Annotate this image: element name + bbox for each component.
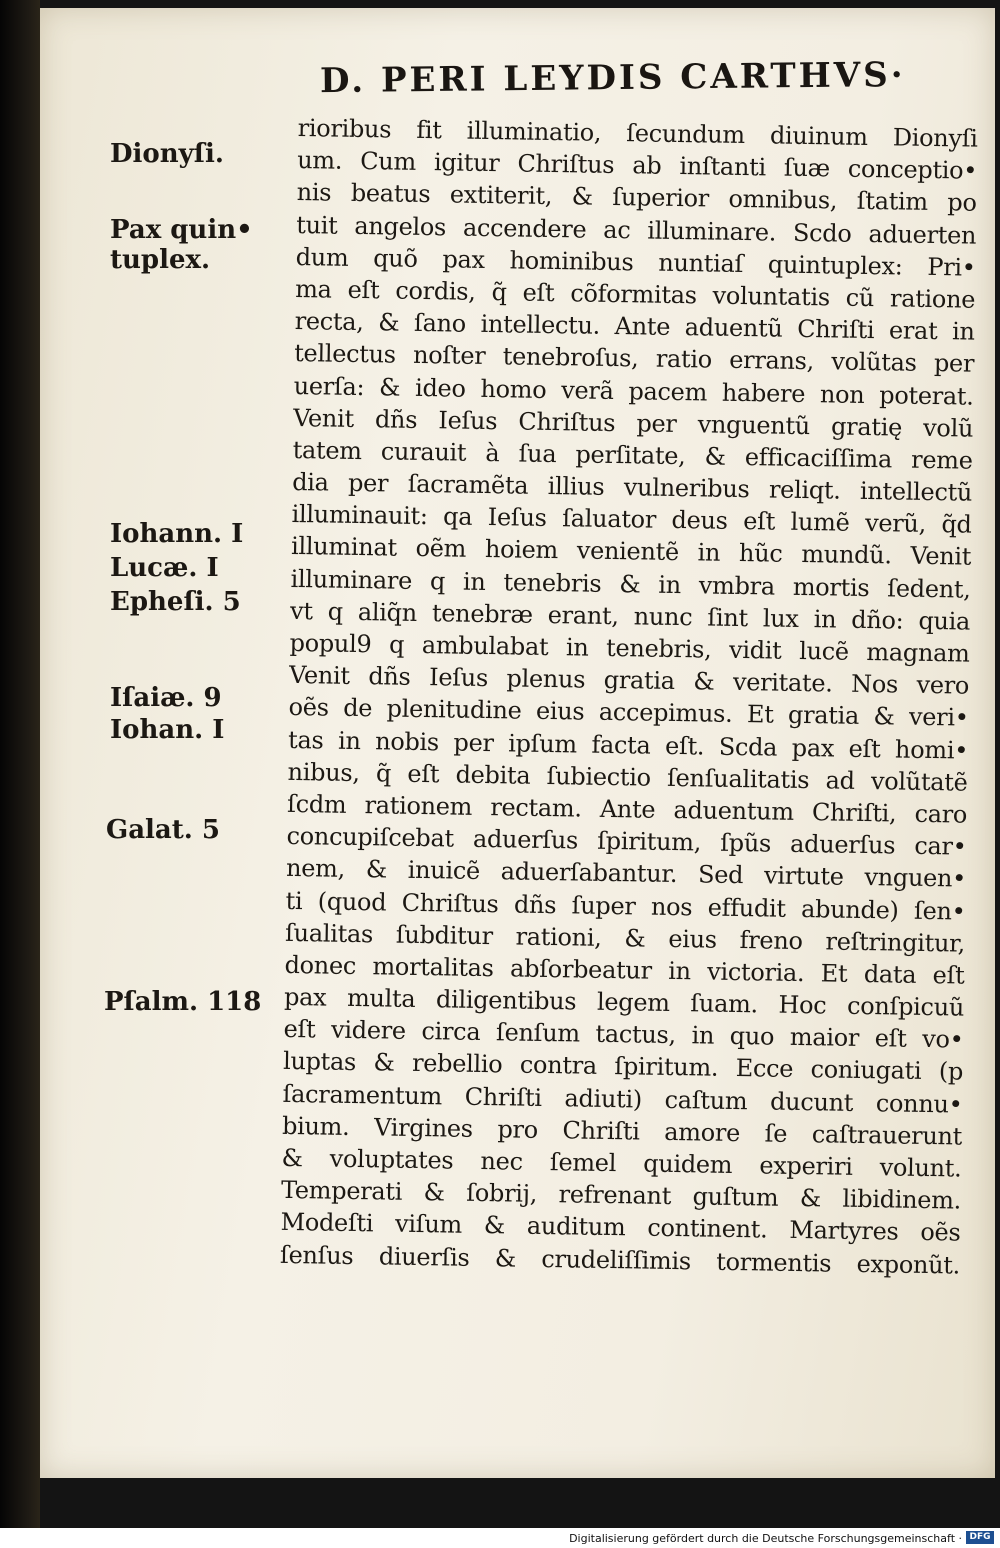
text-line: illuminat oẽm hoiem venientẽ in hũc mundũ. Venit bbox=[290, 532, 972, 572]
text-line: tellectus noſter tenebroſus, ratio errans, volũtas per bbox=[293, 339, 975, 378]
text-line: Venit dñs Ieſus plenus gratia & veritate. Nos vero bbox=[288, 661, 970, 700]
margin-note-lucae: Lucæ. I bbox=[110, 553, 219, 583]
text-line: tas in nobis per ipſum facta eſt. Scda pax eſt homi• bbox=[287, 725, 969, 765]
text-line: dia per ſacramẽta illius vulneribus reliqt. intellectũ bbox=[291, 468, 973, 507]
text-line: popul9 q ambulabat in tenebris, vidit lucẽ magnam bbox=[289, 628, 970, 668]
text-line: & voluptates nec ſemel quidem experiri volunt. bbox=[281, 1143, 962, 1183]
text-line: pax multa diligentibus legem ſuam. Hoc conſpicuũ bbox=[283, 982, 965, 1022]
text-line: illuminauit: qa Ieſus ſaluator deus eſt lumẽ verũ, q̃d bbox=[291, 500, 972, 539]
text-line: ma eſt cordis, q̃ eſt cõformitas voluntatis cũ ratione bbox=[295, 274, 976, 314]
text-line: Venit dñs Ieſus Chriſtus per vnguentũ gratię volũ bbox=[292, 403, 974, 443]
text-line: ſacramentum Chriſti adiuti) caſtum ducunt connu• bbox=[282, 1079, 963, 1119]
text-line: bium. Virgines pro Chriſti amore ſe caſtrauerunt bbox=[281, 1111, 963, 1151]
margin-note-pax-line1: Pax quin• bbox=[110, 215, 253, 245]
text-line: nibus, q̃ eſt debita ſubiectio ſenſualitatis ad volũtatẽ bbox=[287, 757, 968, 797]
running-head: D. PERI LEYDIS CARTHVS· bbox=[319, 55, 906, 102]
margin-note-galat: Galat. 5 bbox=[106, 815, 220, 845]
margin-note-ephesi: Epheſi. 5 bbox=[110, 587, 241, 617]
text-line: um. Cum igitur Chriſtus ab inſtanti ſuæ conceptio• bbox=[297, 146, 978, 185]
text-line: oẽs de plenitudine eius accepimus. Et gratia & veri• bbox=[288, 693, 969, 732]
margin-note-psalm: Pſalm. 118 bbox=[104, 987, 262, 1017]
digitization-footer bbox=[0, 1528, 1000, 1548]
text-line: tuit angelos accendere ac illuminare. Scdo aduerten bbox=[296, 210, 977, 250]
text-line: ſenſus diuerſis & crudeliſſimis tormentis exponũt. bbox=[279, 1240, 961, 1280]
margin-note-iohan: Iohan. I bbox=[110, 715, 225, 745]
text-line: dum quõ pax hominibus nuntiaſ quintuplex: Pri• bbox=[295, 242, 976, 282]
text-line: recta, & ſano intellectu. Ante aduentũ Chriſti erat in bbox=[294, 307, 975, 346]
text-line: donec mortalitas abſorbeatur in victoria. Et data eſt bbox=[284, 950, 965, 990]
margin-note-pax-line2: tuplex. bbox=[110, 245, 211, 275]
text-line: rioribus fit illuminatio, ſecundum diuinum Dionyſi bbox=[297, 113, 978, 153]
text-line: illuminare q in tenebris & in vmbra mortis ſedent, bbox=[290, 564, 971, 604]
book-spine bbox=[0, 0, 40, 1528]
text-line: Temperati & ſobrij, refrenant guſtum & libidinem. bbox=[280, 1176, 962, 1215]
text-line: luptas & rebellio contra ſpiritum. Ecce coniugati (p bbox=[282, 1047, 964, 1086]
text-line: tatem curauit à ſua perſitate, & efficaciſſima reme bbox=[292, 435, 973, 475]
book-page bbox=[40, 8, 995, 1478]
text-line: nem, & inuicẽ aduerſabantur. Sed virtute vnguen• bbox=[285, 854, 967, 893]
text-line: ti (quod Chriſtus dñs ſuper nos effudit abunde) ſen• bbox=[285, 886, 966, 926]
text-line: uerſa: & ideo homo verã pacem habere non poterat. bbox=[293, 371, 974, 411]
text-line: ſualitas ſubditur rationi, & eius freno reſtringitur, bbox=[284, 918, 966, 958]
dfg-logo: DFG bbox=[966, 1531, 994, 1544]
margin-note-isaiae: Iſaiæ. 9 bbox=[110, 683, 222, 713]
text-line: concupiſcebat aduerſus ſpiritum, ſpũs aduerſus car• bbox=[286, 822, 967, 861]
text-line: eſt videre circa ſenſum tactus, in quo maior eſt vo• bbox=[283, 1015, 964, 1054]
text-line: vt q aliq̃n tenebræ erant, nunc ſint lux in dño: quia bbox=[289, 596, 971, 636]
funding-credit: Digitalisierung gefördert durch die Deutsche Forschungsgemeinschaft · bbox=[569, 1532, 962, 1545]
text-line: Modeſti viſum & auditum continent. Martyres oẽs bbox=[280, 1208, 961, 1247]
margin-note-dionysi: Dionyſi. bbox=[110, 139, 224, 169]
body-text bbox=[280, 112, 978, 1281]
margin-note-johann: Iohann. I bbox=[110, 519, 244, 549]
text-line: ſcdm rationem rectam. Ante aduentum Chriſti, caro bbox=[286, 789, 968, 829]
text-line: nis beatus extiterit, & ſuperior omnibus, ſtatim po bbox=[296, 178, 977, 218]
